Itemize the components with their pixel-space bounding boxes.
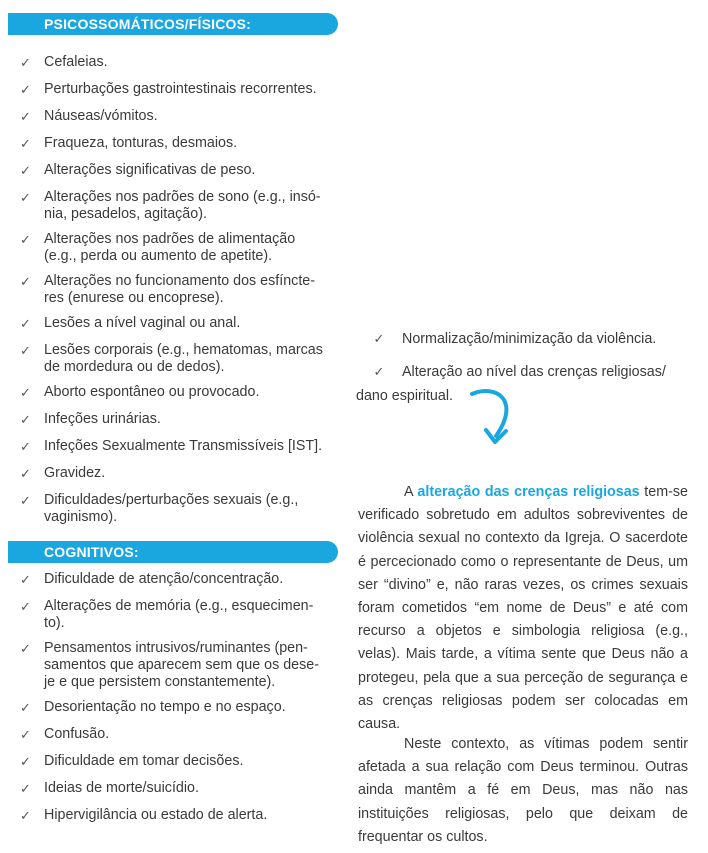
list-item-text: Fraqueza, tonturas, desmaios. — [44, 135, 238, 151]
list-item — [0, 411, 345, 428]
list-item — [0, 384, 345, 401]
section-header-cognitivos: COGNITIVOS: — [8, 541, 338, 563]
list-item-text: Hipervigilância ou estado de alerta. — [44, 807, 268, 823]
para-text: tem-se verificado sobretudo em adultos sobreviventes de violência sexual no contexto da Igreja. O sacerdote é percecionado como o representante de Deus, um ser “divino” e, não raras vezes, os crimes sexuais foram cometidos “em nome de Deus” e até com recurso a objetos e simbologia religiosa (e.g., velas). Mais tarde, a vítima sente que Deus não a protegeu, pela que a sua perceção de segurança e as crenças religiosas podem ser colocadas em causa. — [358, 484, 688, 733]
highlight-term: alteração das crenças religiosas — [417, 484, 640, 500]
list-item-text: Infeções urinárias. — [44, 411, 161, 427]
list-item — [0, 780, 345, 797]
curved-arrow-icon — [466, 386, 526, 448]
check-icon: ✓ — [20, 232, 31, 247]
check-icon: ✓ — [20, 572, 31, 587]
check-icon: ✓ — [20, 727, 31, 742]
list-item — [0, 640, 345, 691]
list-item-text: Dificuldades/perturbações sexuais (e.g., vaginismo). — [44, 492, 299, 525]
paragraph-crencas — [358, 481, 688, 736]
list-item-text: Dificuldade de atenção/concentração. — [44, 571, 284, 587]
list-item-text: Alteração ao nível das crenças religiosas/ — [402, 364, 666, 380]
list-item — [0, 162, 345, 179]
list-item-text: Lesões a nível vaginal ou anal. — [44, 315, 241, 331]
check-icon: ✓ — [20, 136, 31, 151]
list-item-text: Dificuldade em tomar decisões. — [44, 753, 244, 769]
check-icon: ✓ — [20, 641, 31, 656]
list-item — [0, 699, 345, 716]
list-item-text: Normalização/minimização da violência. — [402, 331, 657, 347]
check-icon: ✓ — [20, 190, 31, 205]
list-item-text: Infeções Sexualmente Transmissíveis [IST]. — [44, 438, 323, 454]
list-item — [0, 342, 345, 376]
list-item-text: Alterações de memória (e.g., esquecimen- to). — [44, 598, 314, 631]
list-item-text: Alterações no funcionamento dos esfíncte- res (enurese ou encoprese). — [44, 273, 316, 306]
list-item-text-cont: dano espiritual. — [356, 388, 453, 404]
list-item-text: Alterações nos padrões de alimentação (e.g., perda ou aumento de apetite). — [44, 231, 296, 264]
check-icon: ✓ — [20, 439, 31, 454]
check-icon: ✓ — [20, 493, 31, 508]
list-item-normalizacao — [356, 327, 688, 351]
check-icon: ✓ — [20, 700, 31, 715]
list-item — [0, 492, 345, 526]
check-icon: ✓ — [20, 599, 31, 614]
list-item — [0, 135, 345, 152]
list-item — [0, 189, 345, 223]
para-text: A — [404, 484, 418, 500]
list-item-text: Pensamentos intrusivos/ruminantes (pen- samentos que aparecem sem que os dese- je e que persistem constantemente). — [44, 640, 319, 690]
check-icon: ✓ — [20, 163, 31, 178]
check-icon: ✓ — [20, 385, 31, 400]
list-item-text: Alterações significativas de peso. — [44, 162, 256, 178]
check-icon: ✓ — [20, 82, 31, 97]
list-item — [0, 273, 345, 307]
list-item-text: Náuseas/vómitos. — [44, 108, 158, 124]
check-icon: ✓ — [20, 412, 31, 427]
check-icon: ✓ — [20, 754, 31, 769]
check-icon: ✓ — [20, 316, 31, 331]
check-icon: ✓ — [20, 466, 31, 481]
list-item — [0, 726, 345, 743]
check-icon: ✓ — [20, 55, 31, 70]
list-item-text: Gravidez. — [44, 465, 106, 481]
list-item — [0, 54, 345, 71]
list-item-text: Lesões corporais (e.g., hematomas, marcas de mordedura ou de dedos). — [44, 342, 323, 375]
check-icon: ✓ — [20, 343, 31, 358]
list-item — [0, 807, 345, 824]
check-icon: ✓ — [20, 808, 31, 823]
list-item — [0, 753, 345, 770]
list-item — [0, 315, 345, 332]
list-item — [0, 438, 345, 455]
list-item — [0, 231, 345, 265]
check-icon: ✓ — [20, 274, 31, 289]
check-icon: ✓ — [373, 331, 385, 346]
check-icon: ✓ — [373, 364, 385, 379]
list-item — [0, 81, 345, 98]
list-item — [0, 571, 345, 588]
list-item-text: Perturbações gastrointestinais recorrentes. — [44, 81, 317, 97]
check-icon: ✓ — [20, 781, 31, 796]
list-item-text: Alterações nos padrões de sono (e.g., insó- nia, pesadelos, agitação). — [44, 189, 321, 222]
section-header-psicossomaticos: PSICOSSOMÁTICOS/FÍSICOS: — [8, 13, 338, 35]
list-item — [0, 108, 345, 125]
list-item — [0, 598, 345, 632]
list-item — [0, 465, 345, 482]
check-icon: ✓ — [20, 109, 31, 124]
list-item-text: Aborto espontâneo ou provocado. — [44, 384, 260, 400]
list-item-text: Ideias de morte/suicídio. — [44, 780, 199, 796]
list-item-text: Confusão. — [44, 726, 110, 742]
paragraph-contexto: Neste contexto, as vítimas podem sentir afetada a sua relação com Deus terminou. Outras ainda mantêm a fé em Deus, mas não nas instituições religiosas, pelo que deixam de frequentar os cultos. — [358, 736, 688, 845]
list-item-text: Cefaleias. — [44, 54, 108, 70]
list-item-text: Desorientação no tempo e no espaço. — [44, 699, 286, 715]
